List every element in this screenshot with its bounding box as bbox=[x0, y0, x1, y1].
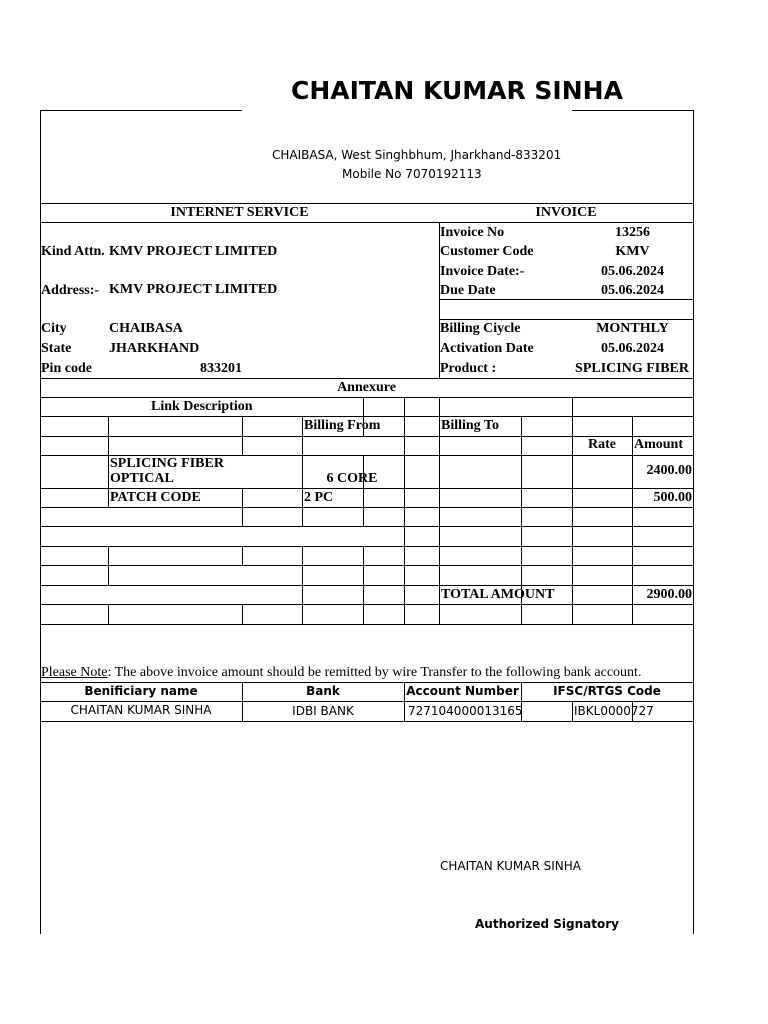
bank-header-ifsc: IFSC/RTGS Code bbox=[553, 684, 661, 698]
rule bbox=[40, 565, 693, 566]
bank-header-bank: Bank bbox=[306, 684, 340, 698]
rule bbox=[108, 416, 109, 508]
rule bbox=[40, 604, 693, 605]
ifsc-code-part2: 27 bbox=[638, 704, 654, 718]
rule bbox=[40, 222, 693, 223]
beneficiary-name: CHAITAN KUMAR SINHA bbox=[70, 703, 212, 717]
frame-top-left bbox=[40, 110, 242, 111]
account-number: 727104000013165 bbox=[408, 704, 523, 718]
rule bbox=[363, 546, 364, 624]
invoice-no-label: Invoice No bbox=[440, 225, 505, 240]
city-label: City bbox=[41, 321, 67, 336]
invoice-no-value: 13256 bbox=[615, 225, 650, 240]
rule bbox=[40, 378, 693, 379]
item-1-qty: 6 CORE bbox=[326, 471, 378, 486]
product-label: Product : bbox=[440, 361, 497, 376]
note-text: : The above invoice amount should be remitted by wire Transfer to the following bank account. bbox=[107, 665, 642, 680]
rule bbox=[242, 488, 243, 526]
customer-code-value: KMV bbox=[615, 244, 650, 259]
activation-date-label: Activation Date bbox=[440, 341, 534, 356]
rule bbox=[40, 416, 693, 417]
pin-label: Pin code bbox=[41, 361, 92, 376]
company-address: CHAIBASA, West Singhbhum, Jharkhand-833201 bbox=[272, 148, 562, 162]
billing-from-header: Billing From bbox=[304, 418, 381, 433]
ifsc-code-part1: IBKL00007 bbox=[574, 704, 639, 718]
invoice-date-label: Invoice Date:- bbox=[440, 264, 525, 279]
item-1-desc-line1: SPLICING FIBER bbox=[110, 456, 224, 471]
address-value: KMV PROJECT LIMITED bbox=[109, 282, 278, 297]
rule bbox=[40, 585, 693, 586]
annexure-title: Annexure bbox=[337, 380, 396, 395]
rule bbox=[439, 319, 693, 320]
frame-left bbox=[40, 110, 41, 934]
bank-name: IDBI BANK bbox=[292, 704, 354, 718]
ifsc-code bbox=[574, 704, 654, 718]
rule bbox=[572, 397, 573, 624]
invoice-date-value: 05.06.2024 bbox=[601, 264, 664, 279]
company-mobile: Mobile No 7070192113 bbox=[342, 167, 482, 181]
signatory-name: CHAITAN KUMAR SINHA bbox=[440, 859, 581, 873]
kind-attn-value: KMV PROJECT LIMITED bbox=[109, 244, 278, 259]
item-2-qty: 2 PC bbox=[304, 490, 334, 505]
payment-note bbox=[41, 665, 641, 681]
pin-value: 833201 bbox=[200, 361, 242, 376]
link-description-header: Link Description bbox=[151, 399, 253, 414]
rule bbox=[242, 416, 243, 455]
rule bbox=[108, 546, 109, 585]
city-value: CHAIBASA bbox=[109, 321, 183, 336]
rule bbox=[40, 546, 693, 547]
bank-header-beneficiary: Benificiary name bbox=[84, 684, 198, 698]
item-2-desc: PATCH CODE bbox=[110, 490, 201, 505]
item-2-amount: 500.00 bbox=[653, 490, 692, 505]
rate-header: Rate bbox=[588, 437, 616, 452]
total-amount-label: TOTAL AMOUNT bbox=[441, 587, 555, 602]
rule bbox=[40, 507, 693, 508]
due-date-label: Due Date bbox=[440, 283, 496, 298]
due-date-value: 05.06.2024 bbox=[601, 283, 664, 298]
rule bbox=[572, 701, 573, 721]
product-value: SPLICING FIBER bbox=[575, 361, 689, 376]
rule bbox=[40, 721, 693, 722]
rule bbox=[242, 546, 243, 565]
invoice-title: INVOICE bbox=[535, 205, 597, 220]
bank-header-account: Account Number bbox=[406, 684, 519, 698]
address-label: Address:- bbox=[41, 283, 100, 298]
billing-cycle-value: MONTHLY bbox=[596, 321, 669, 336]
note-prefix: Please Note bbox=[41, 665, 108, 680]
customer-code-label: Customer Code bbox=[440, 244, 534, 259]
authorized-signatory: Authorized Signatory bbox=[475, 917, 619, 931]
service-title: INTERNET SERVICE bbox=[170, 205, 309, 220]
billing-cycle-label: Billing Ciycle bbox=[440, 321, 521, 336]
kind-attn-label: Kind Attn. bbox=[41, 244, 105, 259]
rule bbox=[242, 604, 243, 624]
rule bbox=[363, 455, 364, 526]
rule bbox=[40, 701, 693, 702]
amount-header: Amount bbox=[634, 437, 684, 452]
rule bbox=[40, 397, 693, 398]
rule bbox=[40, 203, 693, 204]
rule bbox=[40, 682, 693, 683]
item-1-desc-line2: OPTICAL bbox=[110, 471, 174, 486]
state-value: JHARKHAND bbox=[109, 341, 200, 356]
rule bbox=[439, 397, 440, 624]
frame-right bbox=[693, 110, 694, 934]
frame-top-right bbox=[572, 110, 693, 111]
billing-to-header: Billing To bbox=[441, 418, 499, 433]
rule bbox=[40, 624, 693, 625]
rule bbox=[108, 604, 109, 624]
rule bbox=[40, 488, 693, 489]
state-label: State bbox=[41, 341, 72, 356]
company-name: CHAITAN KUMAR SINHA bbox=[291, 76, 623, 105]
rule bbox=[439, 299, 693, 300]
item-1-amount: 2400.00 bbox=[646, 463, 692, 478]
activation-date-value: 05.06.2024 bbox=[601, 341, 664, 356]
rule bbox=[302, 546, 303, 624]
total-amount-value: 2900.00 bbox=[646, 587, 692, 602]
rule bbox=[404, 397, 405, 624]
rule bbox=[40, 526, 693, 527]
